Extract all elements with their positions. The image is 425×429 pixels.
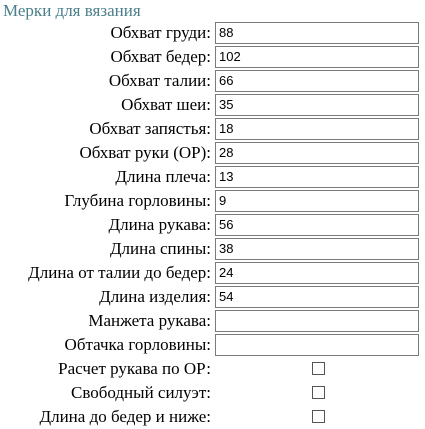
hip-length-checkbox[interactable] bbox=[312, 410, 325, 423]
field-row-waist-to-hip bbox=[0, 261, 425, 285]
back-length-input[interactable]: 38 bbox=[215, 238, 419, 260]
hips-input[interactable]: 102 bbox=[215, 46, 419, 68]
checkbox-row-loose-fit bbox=[0, 381, 425, 405]
sleeve-by-arm-label: Расчет рукава по ОР: bbox=[58, 359, 211, 378]
chest-input[interactable]: 88 bbox=[215, 22, 419, 44]
hips-label: Обхват бедер: bbox=[110, 47, 211, 66]
form-title: Мерки для вязания bbox=[3, 1, 141, 20]
hip-length-label: Длина до бедер и ниже: bbox=[39, 407, 211, 426]
wrist-label: Обхват запястья: bbox=[89, 119, 211, 138]
sleeve-length-input[interactable]: 56 bbox=[215, 214, 419, 236]
measurements-form bbox=[0, 21, 425, 429]
field-row-waist bbox=[0, 69, 425, 93]
checkbox-row-hip-length bbox=[0, 405, 425, 429]
loose-fit-label: Свободный силуэт: bbox=[70, 383, 211, 402]
field-row-neckline-facing bbox=[0, 333, 425, 357]
waist-to-hip-label: Длина от талии до бедер: bbox=[28, 263, 211, 282]
field-row-hips bbox=[0, 45, 425, 69]
sleeve-length-label: Длина рукава: bbox=[108, 215, 211, 234]
neck-label: Обхват шеи: bbox=[121, 95, 211, 114]
wrist-input[interactable]: 18 bbox=[215, 118, 419, 140]
shoulder-length-input[interactable]: 13 bbox=[215, 166, 419, 188]
arm-input[interactable]: 28 bbox=[215, 142, 419, 164]
garment-length-label: Длина изделия: bbox=[99, 287, 211, 306]
sleeve-cuff-label: Манжета рукава: bbox=[88, 311, 211, 330]
garment-length-input[interactable]: 54 bbox=[215, 286, 419, 308]
neck-input[interactable]: 35 bbox=[215, 94, 419, 116]
waist-input[interactable]: 66 bbox=[215, 70, 419, 92]
loose-fit-checkbox[interactable] bbox=[312, 386, 325, 399]
field-row-wrist bbox=[0, 117, 425, 141]
field-row-garment-length bbox=[0, 285, 425, 309]
neckline-depth-input[interactable]: 9 bbox=[215, 190, 419, 212]
back-length-label: Длина спины: bbox=[109, 239, 211, 258]
sleeve-by-arm-checkbox[interactable] bbox=[312, 362, 325, 375]
field-row-neckline-depth bbox=[0, 189, 425, 213]
neckline-depth-label: Глубина горловины: bbox=[64, 191, 211, 210]
waist-to-hip-input[interactable]: 24 bbox=[215, 262, 419, 284]
field-row-arm bbox=[0, 141, 425, 165]
field-row-sleeve-length bbox=[0, 213, 425, 237]
field-row-chest bbox=[0, 21, 425, 45]
field-row-neck bbox=[0, 93, 425, 117]
field-row-back-length bbox=[0, 237, 425, 261]
chest-label: Обхват груди: bbox=[110, 23, 211, 42]
arm-label: Обхват руки (ОР): bbox=[79, 143, 211, 162]
checkbox-row-sleeve-by-arm bbox=[0, 357, 425, 381]
sleeve-cuff-input[interactable] bbox=[215, 310, 419, 332]
neckline-facing-label: Обтачка горловины: bbox=[64, 335, 211, 354]
field-row-sleeve-cuff bbox=[0, 309, 425, 333]
neckline-facing-input[interactable] bbox=[215, 334, 419, 356]
field-row-shoulder-length bbox=[0, 165, 425, 189]
waist-label: Обхват талии: bbox=[108, 71, 211, 90]
shoulder-length-label: Длина плеча: bbox=[115, 167, 211, 186]
